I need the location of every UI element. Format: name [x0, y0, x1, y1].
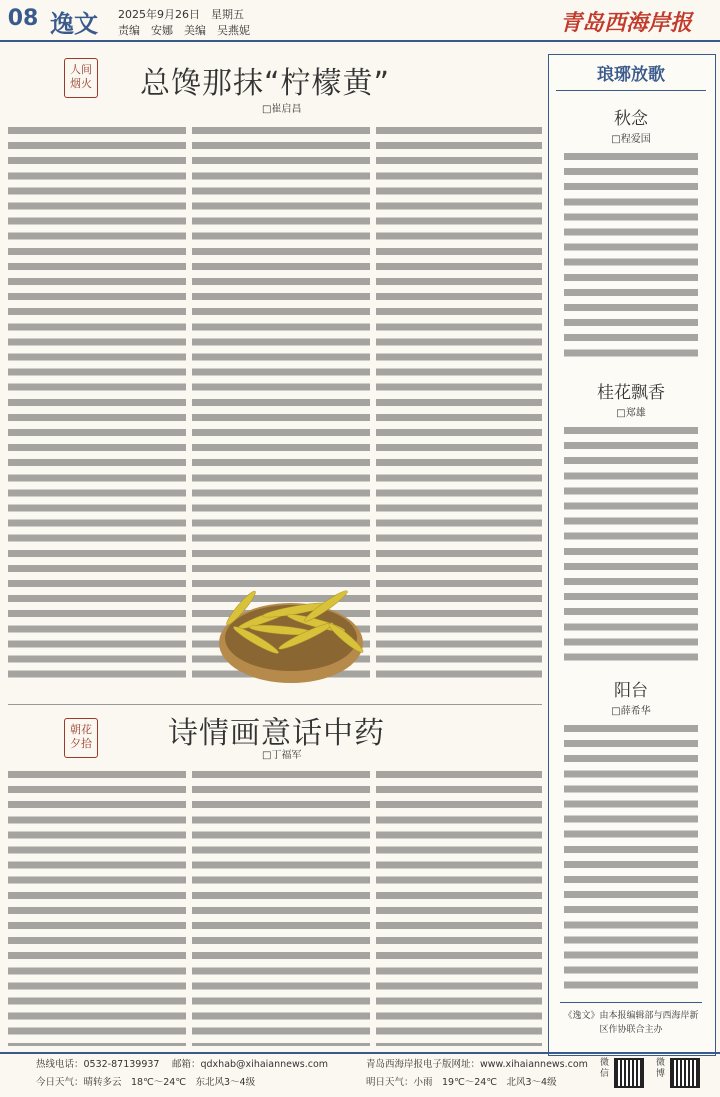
poem1-title: 秋念: [614, 109, 648, 129]
article2-column-1: [8, 768, 186, 1046]
article1-tag: 人间烟火: [64, 58, 98, 98]
article1-title[interactable]: 总馋那抹“柠檬黄”: [140, 66, 391, 101]
poem3-title: 阳台: [614, 681, 648, 701]
footer-weather-today: 今日天气：晴转多云 18℃～24℃ 东北风3～4级: [36, 1077, 256, 1088]
footer-email[interactable]: 邮箱：qdxhab@xihaiannews.com: [172, 1059, 329, 1070]
sidebar-note: 《逸文》由本报编辑部与西海岸新区作协联合主办: [560, 1002, 702, 1037]
article2-column-2: [192, 768, 370, 1046]
footer-website[interactable]: 青岛西海岸报电子版网址：www.xihaiannews.com: [366, 1059, 588, 1070]
article2-title[interactable]: 诗情画意话中药: [168, 716, 385, 751]
poem2-author: □郑雄: [616, 408, 646, 419]
poem1-body: [564, 150, 698, 360]
poem3-author: □薛希华: [611, 706, 651, 717]
weibo-label: 微博: [656, 1058, 666, 1079]
poem2-title: 桂花飘香: [597, 383, 665, 403]
sidebar-title: 琅琊放歌: [556, 60, 706, 91]
article1-byline: □崔启昌: [262, 104, 302, 115]
section-title: 逸文: [50, 10, 98, 38]
wechat-label: 微信: [600, 1058, 610, 1079]
article2-byline: □丁福军: [262, 750, 302, 761]
article-divider: [8, 704, 542, 705]
poem3-body: [564, 722, 698, 992]
article1-column-1: [8, 124, 186, 679]
weibo-qr-icon[interactable]: [670, 1058, 700, 1088]
article2-column-3: [376, 768, 542, 1046]
wechat-qr-icon[interactable]: [614, 1058, 644, 1088]
poem2-body: [564, 424, 698, 664]
issue-date: 2025年9月26日 星期五: [118, 8, 244, 21]
article2-tag: 朝花夕拾: [64, 718, 98, 758]
footer-hotline: 热线电话：0532-87139937: [36, 1059, 160, 1070]
page-number: 08: [0, 0, 46, 38]
poem1-author: □程爱国: [611, 134, 651, 145]
article1-column-3: [376, 124, 542, 679]
masthead-logo: 青岛西海岸报: [560, 10, 693, 36]
day-lily-illustration: [196, 548, 376, 698]
editors: 责编 安娜 美编 吴燕妮: [118, 24, 250, 37]
footer-weather-tomorrow: 明日天气：小雨 19℃～24℃ 北风3～4级: [366, 1077, 557, 1088]
